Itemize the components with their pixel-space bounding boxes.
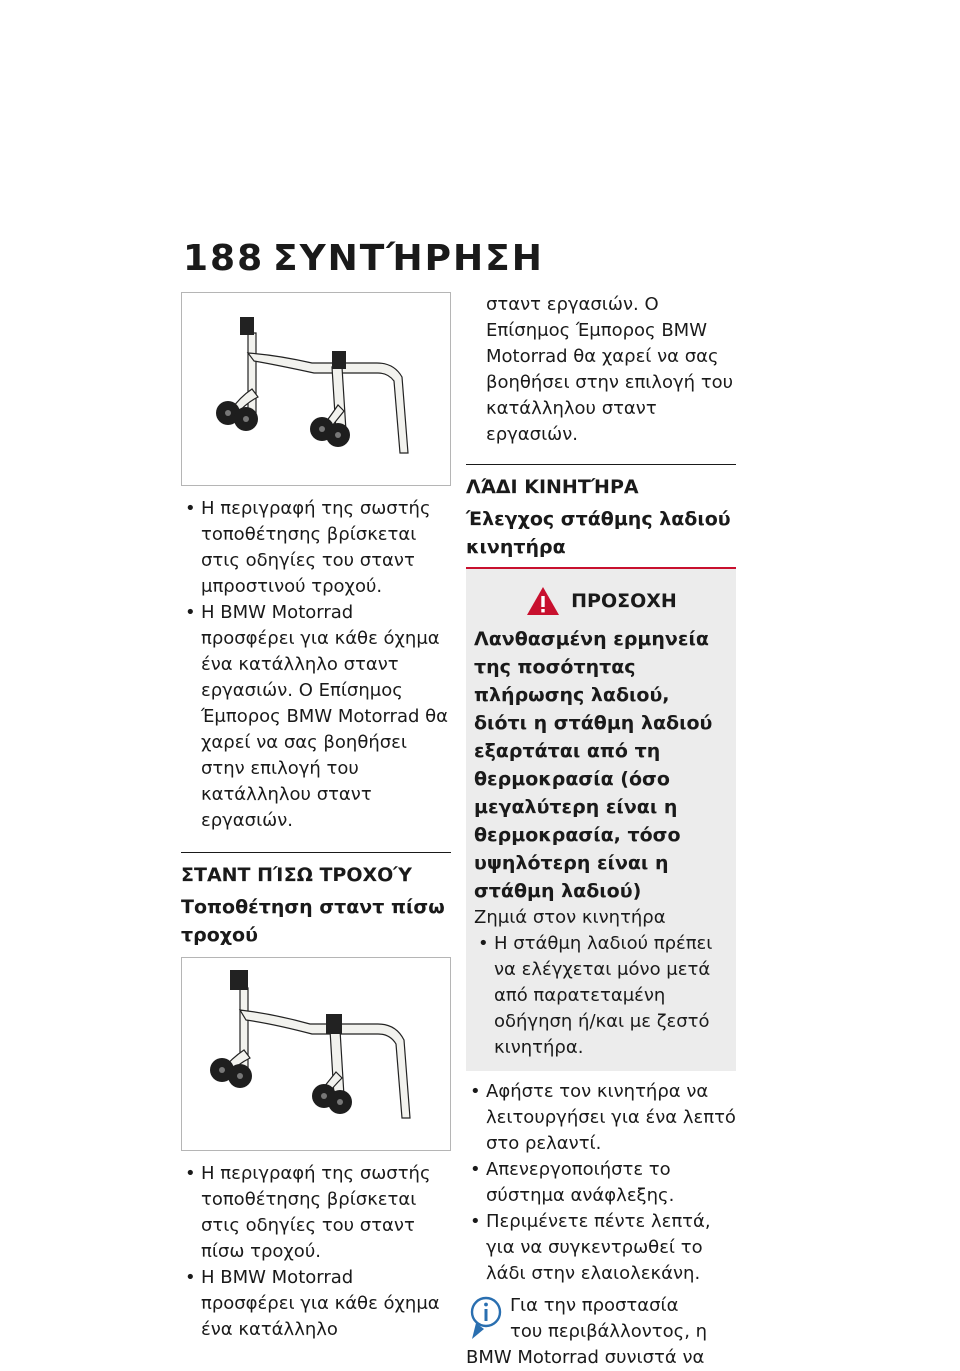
warning-consequence: Ζημιά στον κινητήρα — [474, 907, 666, 928]
right-column — [466, 292, 736, 1371]
left-column — [181, 292, 451, 1343]
list-item: • Περιμένετε πέντε λεπτά, για να συγκεντρωθεί το λάδι στην ελαιολεκάνη. — [466, 1209, 736, 1287]
list-item: • Απενεργοποιήστε το σύστημα ανάφλεξης. — [466, 1157, 736, 1209]
page-number: 188 — [183, 238, 265, 279]
info-note — [466, 1293, 736, 1371]
warning-title: ΠΡΟΣΟΧΗ — [571, 590, 677, 612]
info-text — [466, 1293, 736, 1371]
section-title-rear-stand: ΣΤΑΝΤ ΠΊΣΩ ΤΡΟΧΟΎ — [181, 852, 451, 889]
warning-bullets — [474, 931, 728, 1061]
rear-stand-drawing — [182, 958, 450, 1150]
info-line-3: BMW Motorrad συνιστά να — [466, 1347, 705, 1368]
rear-stand-illustration — [181, 957, 451, 1151]
continued-text: σταντ εργασιών. Ο Επίσημος Έμπορος BMW Motorrad θα χαρεί να σας βοηθήσει στην επιλογή του κατάλληλου σταντ εργασιών. — [486, 294, 734, 445]
section-title-engine-oil: ΛΆΔΙ ΚΙΝΗΤΉΡΑ — [466, 464, 736, 501]
info-icon — [466, 1295, 506, 1341]
list-item: • Η BMW Motorrad προσφέρει για κάθε όχημα ένα κατάλληλο — [181, 1265, 451, 1343]
warning-title-row — [474, 583, 728, 619]
list-item: • Αφήστε τον κινητήρα να λειτουργήσει για ένα λεπτό στο ρελαντί. — [466, 1079, 736, 1157]
list-item: • Η περιγραφή της σωστής τοποθέτησης βρίσκεται στις οδηγίες του σταντ μπροστινού τροχού. — [181, 496, 451, 600]
warning-headline: Λανθασμένη ερμηνεία της ποσότητας πλήρωσης λαδιού, διότι η στάθμη λαδιού εξαρτάται από τη θερμοκρασία (όσο μεγαλύτερη είναι η θερμοκρασία, τόσο υψηλότερη είναι η στάθμη λαδιού) — [474, 628, 713, 902]
front-stand-bullets — [181, 496, 451, 834]
front-stand-illustration — [181, 292, 451, 486]
subsection-title-oil-check: Έλεγχος στάθμης λαδιού κινητήρα — [466, 508, 731, 558]
list-item: • Η στάθμη λαδιού πρέπει να ελέγχεται μόνο μετά από παρατεταμένη οδήγηση ή/και με ζεστό κινητήρα. — [474, 931, 728, 1061]
rear-stand-bullets — [181, 1161, 451, 1343]
oil-check-steps — [466, 1079, 736, 1287]
info-line-1: Για την προστασία — [510, 1295, 679, 1316]
list-item: • Η BMW Motorrad προσφέρει για κάθε όχημα ένα κατάλληλο σταντ εργασιών. Ο Επίσημος Έμπορος BMW Motorrad θα χαρεί να σας βοηθήσει στην επιλογή του κατάλληλου σταντ εργασιών. — [181, 600, 451, 834]
warning-box — [466, 567, 736, 1071]
front-stand-drawing — [182, 293, 450, 485]
list-item: • Η περιγραφή της σωστής τοποθέτησης βρίσκεται στις οδηγίες του σταντ πίσω τροχού. — [181, 1161, 451, 1265]
chapter-title: ΣΥΝΤΉΡΗΣΗ — [273, 238, 544, 279]
warning-triangle-icon — [525, 585, 561, 617]
page-header — [183, 238, 743, 278]
info-line-2: του περιβάλλοντος, η — [510, 1321, 708, 1342]
subsection-title-rear-stand: Τοποθέτηση σταντ πίσω τροχού — [181, 896, 445, 946]
